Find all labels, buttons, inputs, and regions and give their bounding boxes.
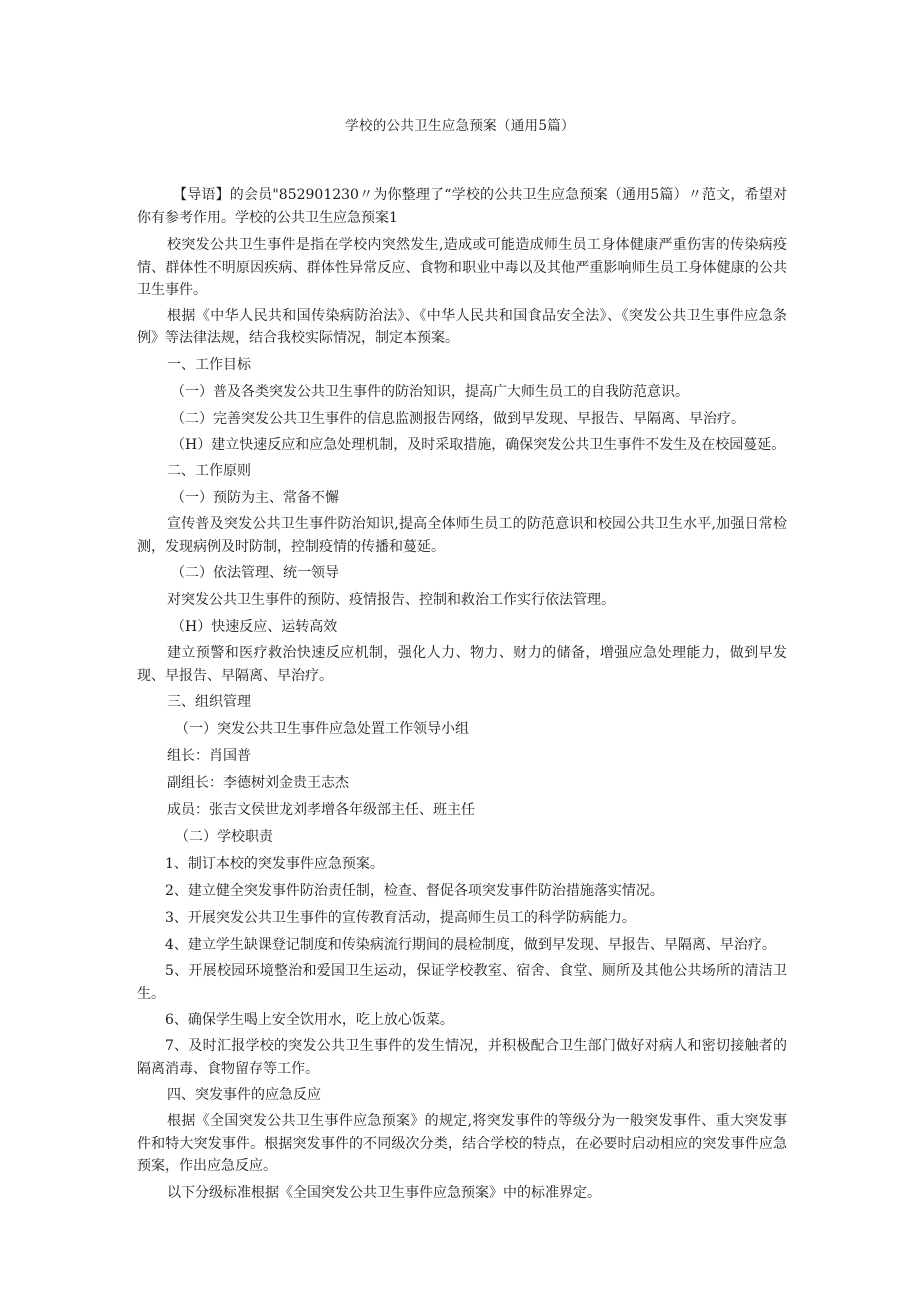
paragraph-grading-standard: 以下分级标准根据《全国突发公共卫生事件应急预案》中的标准界定。 <box>167 1184 601 1201</box>
heading-emergency-response: 四、突发事件的应急反应 <box>167 1087 321 1103</box>
leading-group-heading: （一）突发公共卫生事件应急处置工作领导小组 <box>175 721 469 737</box>
paragraph-definition: 校突发公共卫生事件是指在学校内突然发生,造成或可能造成师生员工身体健康严重伤害的传染病疫情、群体性不明原因疾病、群体性异常反应、食物和职业中毒以及其他严重影响师生员工身体健康的公共卫生事件。 <box>137 237 787 298</box>
duty-item-5: 5、开展校园环境整治和爱国卫生运动，保证学校教室、宿舍、食堂、厕所及其他公共场所的清洁卫生。 <box>137 963 787 1002</box>
paragraph-event-levels: 根据《全国突发公共卫生事件应急预案》的规定,将突发事件的等级分为一般突发事件、重大突发事件和特大突发事件。根据突发事件的不同级次分类，结合学校的特点，在必要时启动相应的突发事件应急预案，作出应急反应。 <box>137 1113 787 1174</box>
goal-item-2: （二）完善突发公共卫生事件的信息监测报告网络，做到早发现、早报告、早隔离、早治疗。 <box>171 410 745 427</box>
duty-item-3: 3、开展突发公共卫生事件的宣传教育活动，提高师生员工的科学防病能力。 <box>165 910 636 926</box>
heading-organization: 三、组织管理 <box>167 694 251 710</box>
duty-item-2: 2、建立健全突发事件防治责任制，检查、督促各项突发事件防治措施落实情况。 <box>165 883 664 899</box>
duty-item-6: 6、确保学生喝上安全饮用水，吃上放心饭菜。 <box>165 1012 454 1028</box>
group-members: 成员：张吉文侯世龙刘孝增各年级部主任、班主任 <box>167 802 475 818</box>
document-body <box>137 184 787 1208</box>
principle-3-text: 建立预警和医疗救治快速反应机制，强化人力、物力、财力的储备，增强应急处理能力，做到早发现、早报告、早隔离、早治疗。 <box>137 645 787 684</box>
duty-item-1: 1、制订本校的突发事件应急预案。 <box>165 856 384 872</box>
heading-work-principles: 二、工作原则 <box>167 463 251 479</box>
paragraph-legal-basis: 根据《中华人民共和国传染病防治法》、《中华人民共和国食品安全法》、《突发公共卫生事件应急条例》等法律法规，结合我校实际情况，制定本预案。 <box>137 307 787 346</box>
group-leader: 组长：肖国普 <box>167 748 251 764</box>
principle-2-text: 对突发公共卫生事件的预防、疫情报告、控制和救治工作实行依法管理。 <box>167 592 615 608</box>
goal-item-3: （H）建立快速反应和应急处理机制，及时采取措施，确保突发公共卫生事件不发生及在校园蔓延。 <box>171 436 786 453</box>
principle-2-heading: （二）依法管理、统一领导 <box>171 565 339 581</box>
principle-1-text: 宣传普及突发公共卫生事件防治知识,提高全体师生员工的防范意识和校园公共卫生水平,加强日常检测，发现病例及时防制，控制疫情的传播和蔓延。 <box>137 516 787 555</box>
heading-work-goals: 一、工作目标 <box>167 356 251 373</box>
document-title: 学校的公共卫生应急预案（通用5篇） <box>345 118 575 134</box>
principle-3-heading: （H）快速反应、运转高效 <box>171 619 338 635</box>
school-duties-heading: （二）学校职责 <box>175 829 273 845</box>
deputy-leaders: 副组长：李德树刘金贵王志杰 <box>167 775 349 791</box>
duty-item-4: 4、建立学生缺课登记制度和传染病流行期间的晨检制度，做到早发现、早报告、早隔离、早治疗。 <box>165 937 776 953</box>
principle-1-heading: （一）预防为主、常备不懈 <box>171 490 339 506</box>
goal-item-1: （一）普及各类突发公共卫生事件的防治知识，提高广大师生员工的自我防范意识。 <box>171 383 689 400</box>
intro-paragraph: 【导语】的会员"852901230〃为你整理了“学校的公共卫生应急预案（通用5篇）〃范文，希望对你有参考作用。学校的公共卫生应急预案1 <box>137 187 787 226</box>
duty-item-7: 7、及时汇报学校的突发公共卫生事件的发生情况，并积极配合卫生部门做好对病人和密切接触者的隔离消毒、食物留存等工作。 <box>137 1038 787 1077</box>
